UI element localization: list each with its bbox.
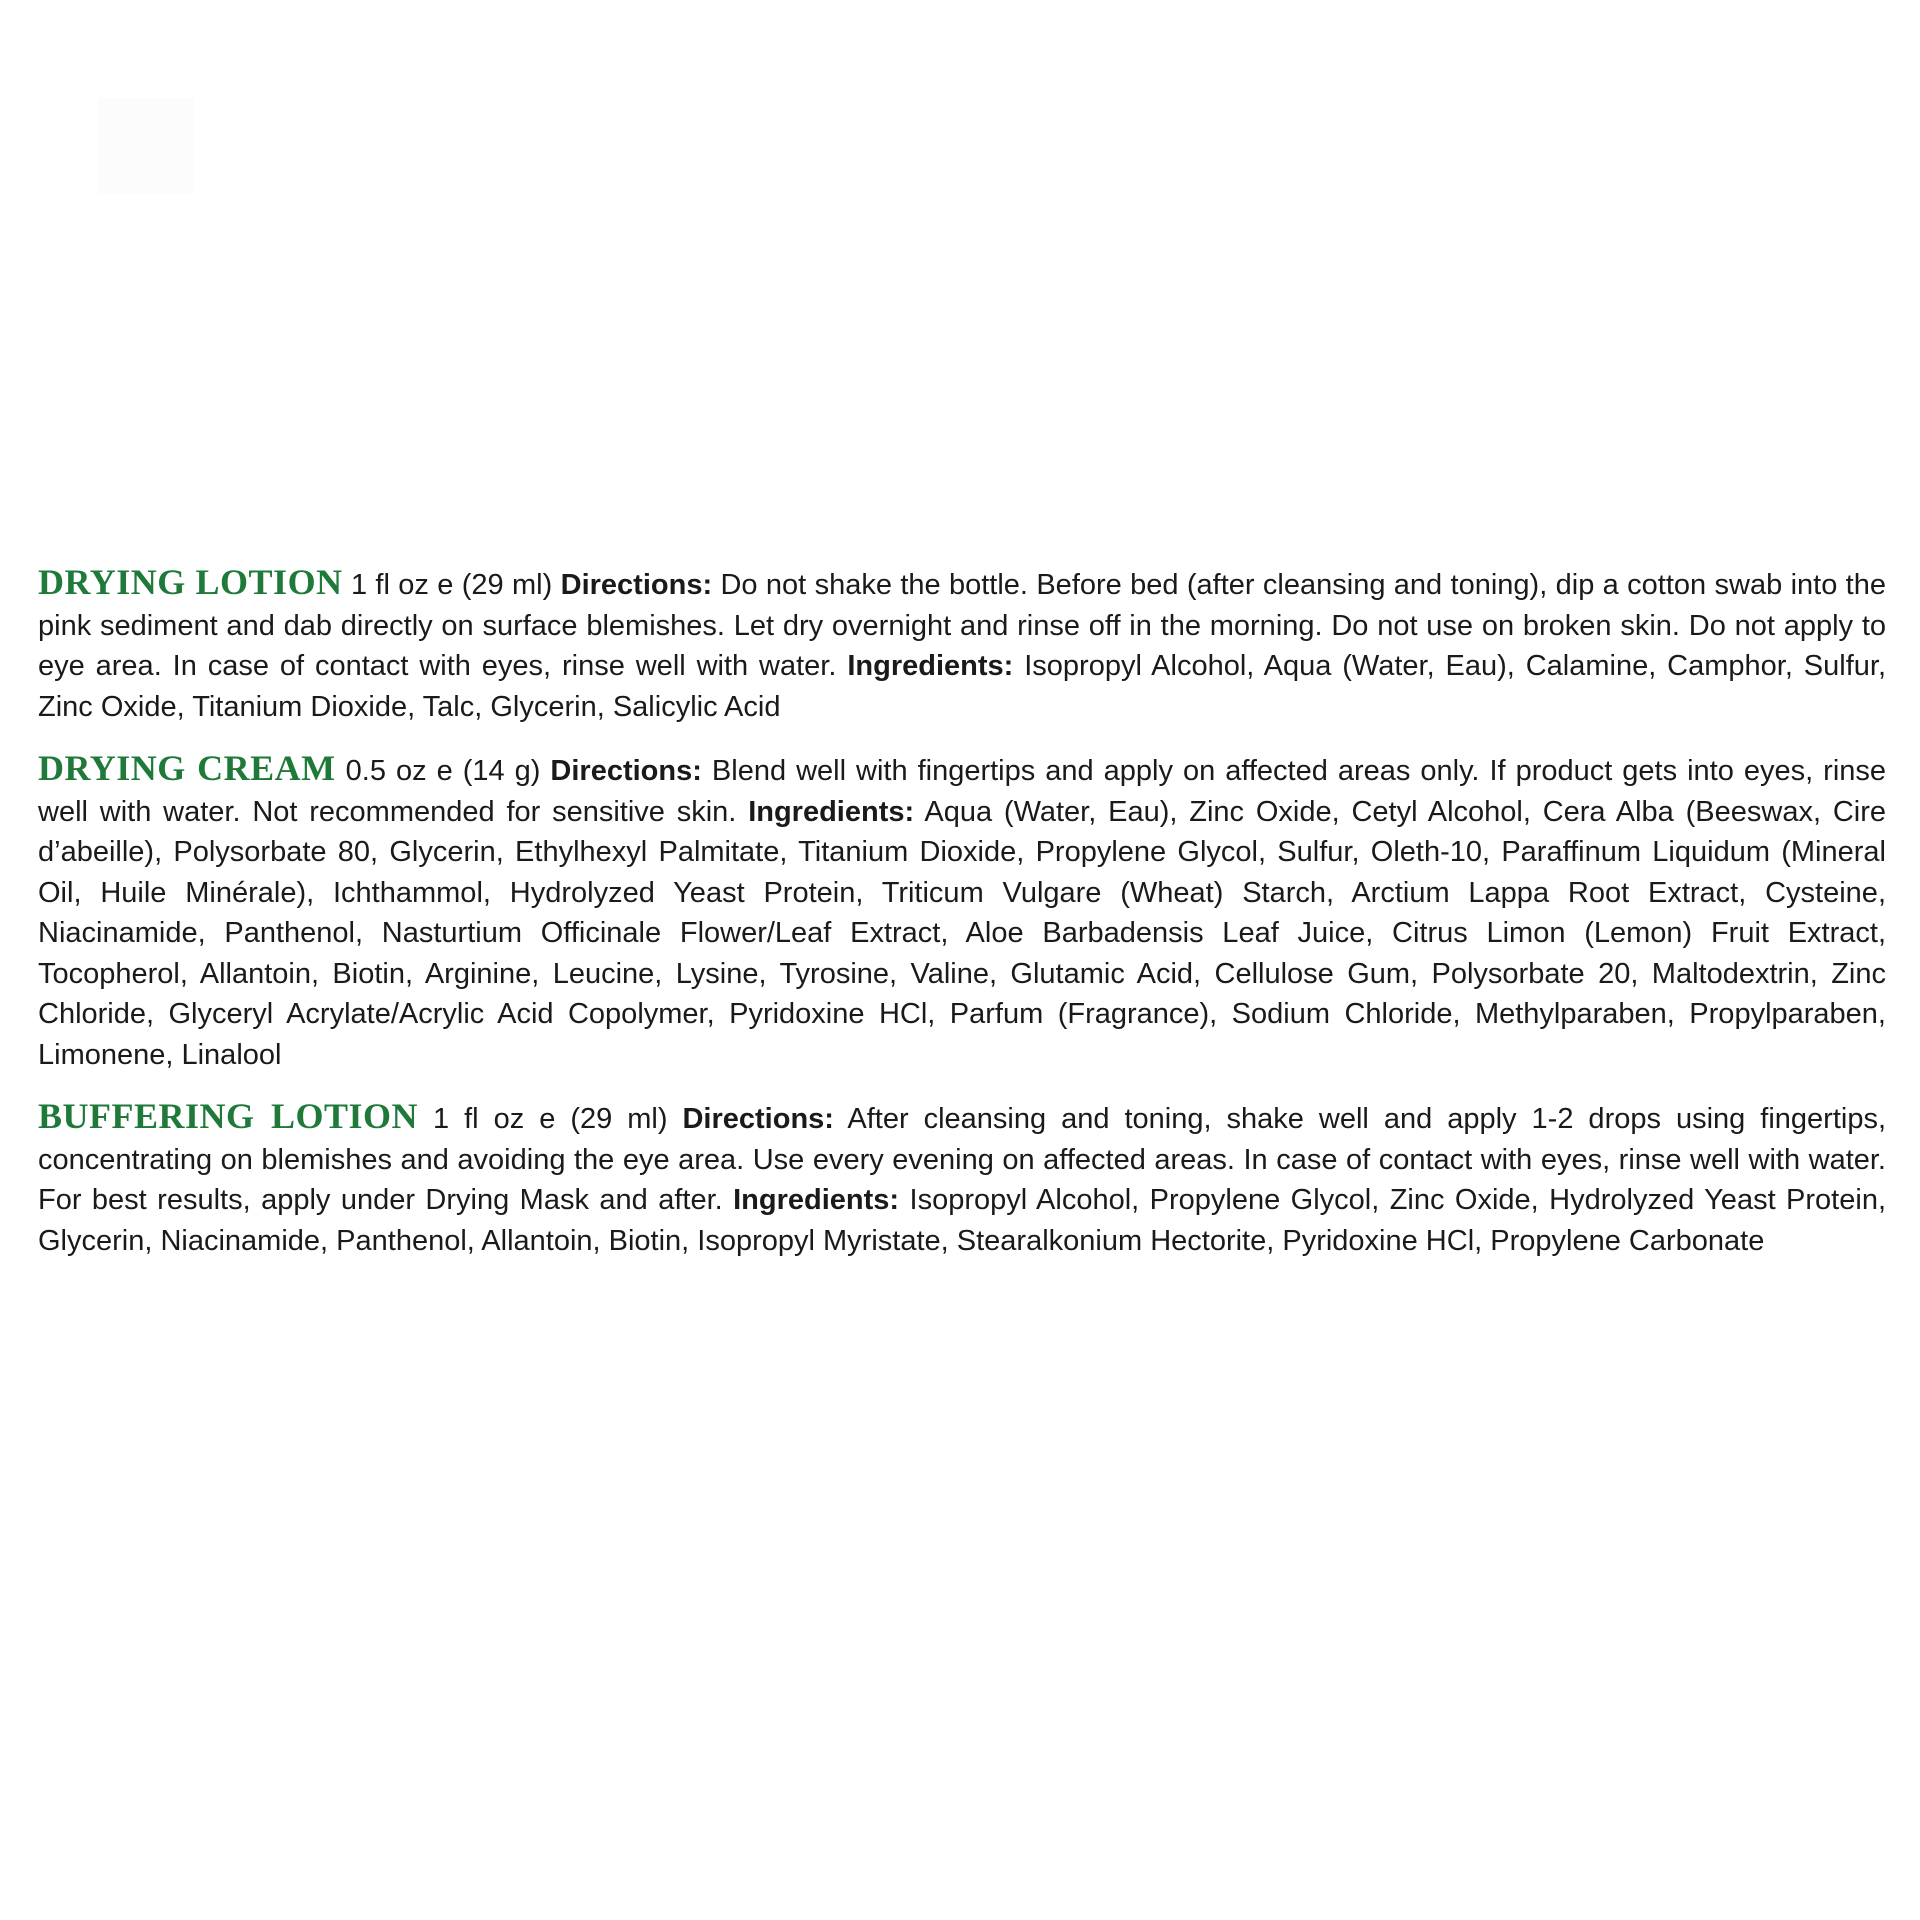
ingredients-label: Ingredients: (847, 650, 1014, 682)
directions-text: Do not shake the bottle. Before bed (after cleansing and toning), dip a cotton swab into the pink sediment and dab directly on surface blemishes. Let dry overnight and rinse off in the morning. Do not use on broken skin. Do not apply to eye area. In case of contact with eyes, rinse well with water. (38, 569, 1886, 682)
product-info-panel (38, 562, 1886, 1282)
ingredients-text: Isopropyl Alcohol, Aqua (Water, Eau), Calamine, Camphor, Sulfur, Zinc Oxide, Titanium Dioxide, Talc, Glycerin, Salicylic Acid (38, 650, 1887, 723)
product-name: DRYING LOTION (38, 562, 343, 602)
ingredients-text: Isopropyl Alcohol, Propylene Glycol, Zinc Oxide, Hydrolyzed Yeast Protein, Glycerin, Niacinamide, Panthenol, Allantoin, Biotin, Isopropyl Myristate, Stearalkonium Hectorite, Pyridoxine HCl, Propylene Carbonate (38, 1184, 1886, 1257)
ingredients-label: Ingredients: (748, 795, 915, 828)
ingredients-label: Ingredients: (733, 1184, 900, 1216)
directions-label: Directions: (560, 569, 713, 601)
product-size: 0.5 oz e (14 g) (345, 755, 541, 787)
product-drying-cream (38, 748, 1886, 1075)
directions-text: After cleansing and toning, shake well and apply 1-2 drops using fingertips, concentrating on blemishes and avoiding the eye area. Use every evening on affected areas. In case of contact with eyes, rinse well with water. For best results, apply under Drying Mask and after. (38, 1103, 1887, 1216)
product-size: 1 fl oz e (29 ml) (350, 569, 553, 601)
faint-placeholder-square (98, 98, 194, 194)
directions-text: Blend well with fingertips and apply on affected areas only. If product gets into eyes, rinse well with water. Not recommended for sensitive skin. (38, 755, 1887, 828)
ingredients-text: Aqua (Water, Eau), Zinc Oxide, Cetyl Alcohol, Cera Alba (Beeswax, Cire d’abeille), Polysorbate 80, Glycerin, Ethylhexyl Palmitate, Titanium Dioxide, Propylene Glycol, Sulfur, Oleth-10, Paraffinum Liquidum (Mineral Oil, Huile Minérale), Ichthammol, Hydrolyzed Yeast Protein, Triticum Vulgare (Wheat) Starch, Arctium Lappa Root Extract, Cysteine, Niacinamide, Panthenol, Nasturtium Officinale Flower/Leaf Extract, Aloe Barbadensis Leaf Juice, Citrus Limon (Lemon) Fruit Extract, Tocopherol, Allantoin, Biotin, Arginine, Leucine, Lysine, Tyrosine, Valine, Glutamic Acid, Cellulose Gum, Polysorbate 20, Maltodextrin, Zinc Chloride, Glyceryl Acrylate/Acrylic Acid Copolymer, Pyridoxine HCl, Parfum (Fragrance), Sodium Chloride, Methylparaben, Propylparaben, Limonene, Linalool (38, 795, 1886, 1071)
product-size: 1 fl oz e (29 ml) (432, 1103, 668, 1135)
product-name: DRYING CREAM (38, 748, 336, 788)
directions-label: Directions: (682, 1103, 834, 1135)
directions-label: Directions: (550, 755, 702, 787)
product-buffering-lotion (38, 1096, 1886, 1261)
product-name: BUFFERING LOTION (38, 1096, 418, 1136)
product-drying-lotion (38, 562, 1886, 727)
